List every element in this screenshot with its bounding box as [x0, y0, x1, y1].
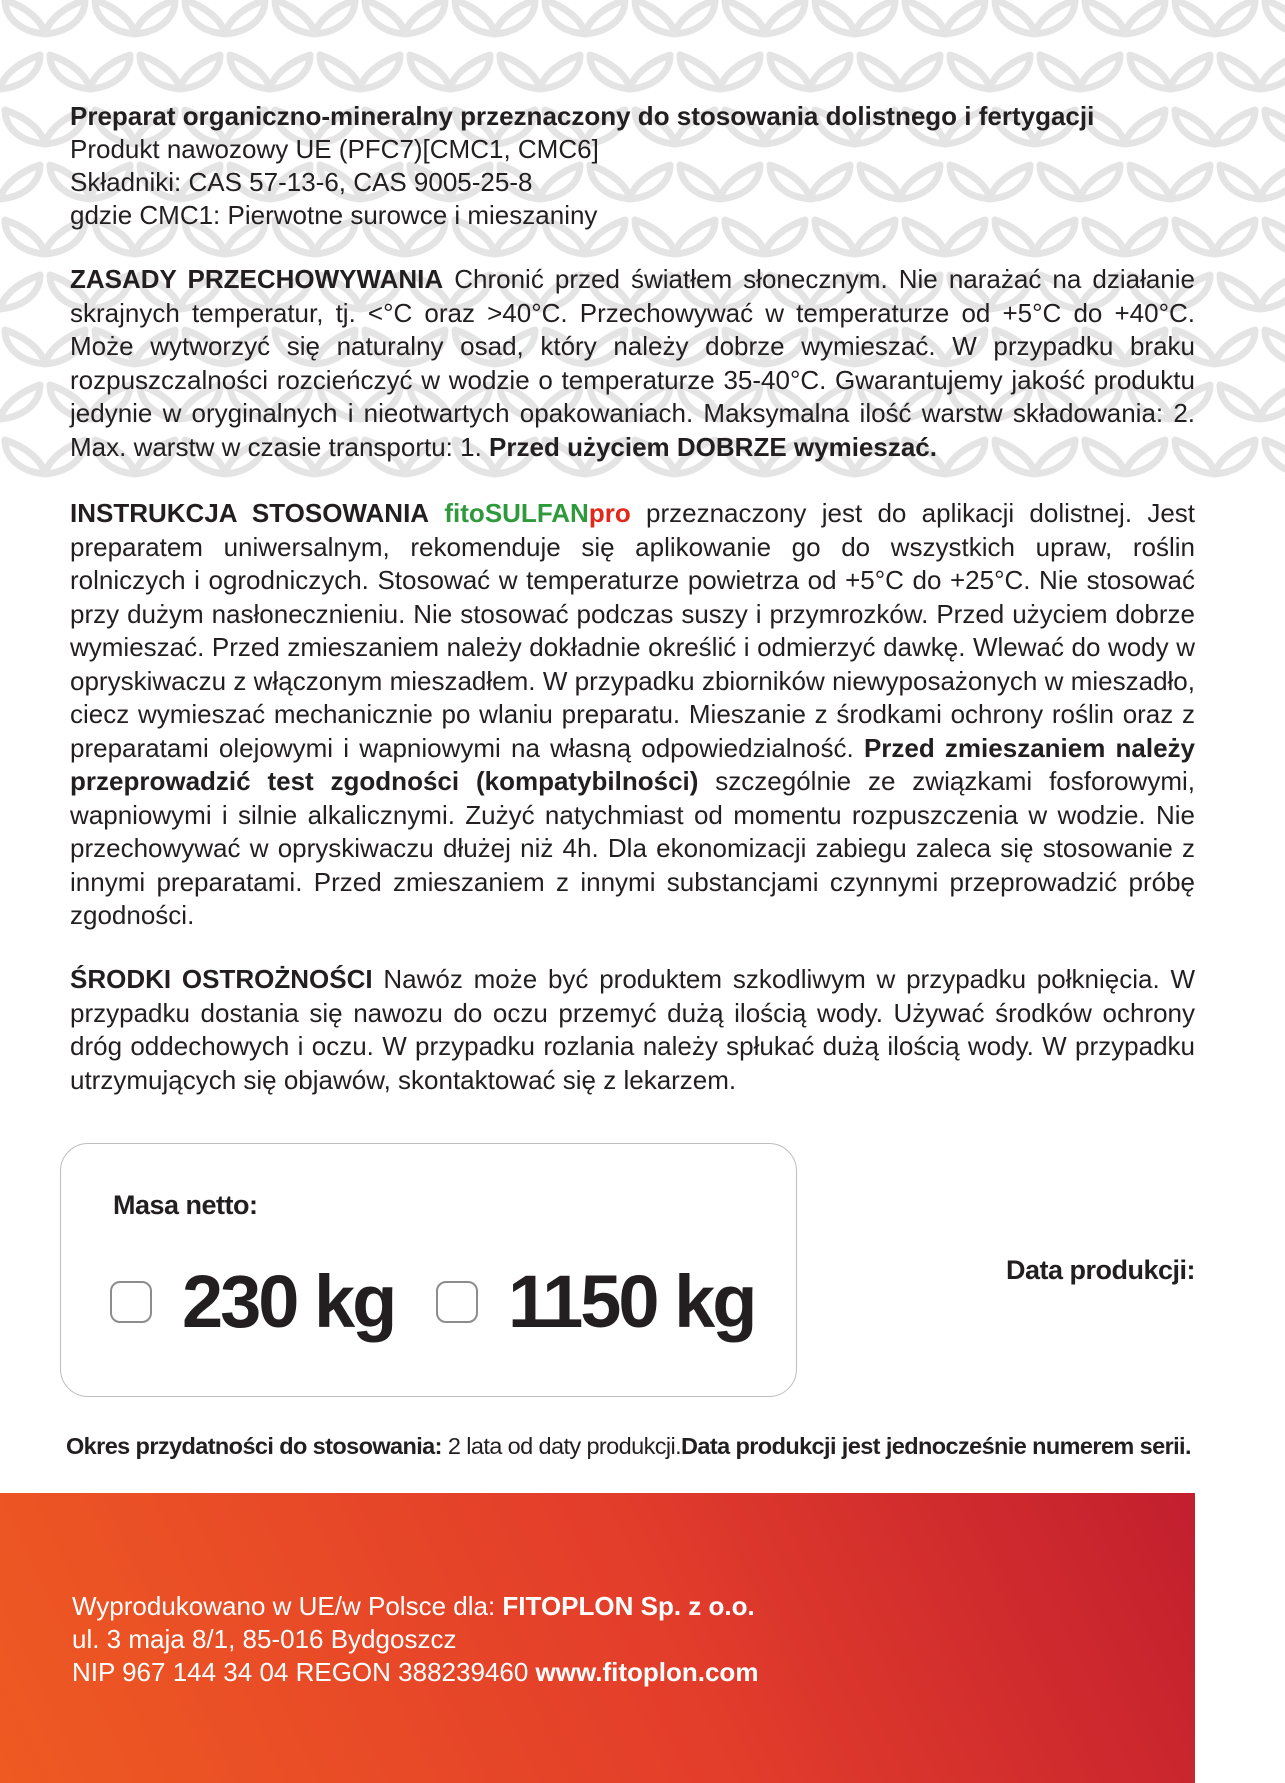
leaf-sprout-icon: [0, 55, 40, 89]
leaf-sprout-icon: [0, 165, 40, 199]
brand-name-green: fitoSULFAN: [444, 498, 589, 528]
leaf-sprout-icon: [1265, 220, 1285, 254]
leaf-sprout-icon: [1040, 55, 1120, 89]
leaf-sprout-icon: [140, 55, 220, 89]
leaf-sprout-icon: [1220, 275, 1285, 309]
leaf-sprout-icon: [770, 55, 850, 89]
manufacturer-prefix: Wyprodukowano w UE/w Polsce dla:: [72, 1591, 496, 1621]
product-intro: [70, 100, 1195, 232]
usage-text-2: szczególnie ze związkami fosforowymi, wapniowymi i silnie alkalicznymi. Zużyć natychmiast od momentu rozpuszczenia w wodzie. Nie przechowywać w opryskiwaczu dłużej niż 4h. Dla ekonomizacji zabiegu zaleca się stosowanie z innymi preparatami. Przed zmieszaniem z innymi substancjami czynnymi przeprowadzić próbę zgodności.: [70, 766, 1195, 930]
leaf-sprout-icon: [860, 55, 940, 89]
product-regulation: Produkt nawozowy UE (PFC7)[CMC1, CMC6]: [70, 134, 599, 164]
mass-option-230[interactable]: [110, 1262, 394, 1342]
leaf-sprout-icon: [185, 0, 265, 34]
leaf-sprout-icon: [635, 0, 715, 34]
batch-note: Data produkcji jest jednocześnie numerem serii.: [681, 1433, 1191, 1459]
storage-heading: ZASADY PRZECHOWYWANIA: [70, 264, 444, 294]
safety-section: [70, 963, 1195, 1097]
leaf-sprout-icon: [5, 0, 85, 34]
mass-option-label: 230 kg: [182, 1260, 395, 1343]
leaf-sprout-icon: [1085, 0, 1165, 34]
leaf-sprout-icon: [950, 55, 1030, 89]
leaf-sprout-icon: [500, 55, 580, 89]
safety-heading: ŚRODKI OSTROŻNOŚCI: [70, 964, 373, 994]
leaf-sprout-icon: [0, 275, 40, 309]
manufacturer-footer: [0, 1493, 1195, 1783]
leaf-sprout-icon: [365, 0, 445, 34]
leaf-sprout-icon: [725, 0, 805, 34]
leaf-sprout-icon: [1265, 0, 1285, 34]
leaf-sprout-icon: [455, 0, 535, 34]
leaf-sprout-icon: [815, 0, 895, 34]
leaf-sprout-icon: [995, 0, 1075, 34]
leaf-sprout-icon: [905, 0, 985, 34]
usage-text-1: przeznaczony jest do aplikacji dolistnej. Jest preparatem uniwersalnym, rekomenduje się aplikowanie go do wszystkich upraw, roślin rolniczych i ogrodniczych. Stosować w temperaturze powietrza od +5°C do +25°C. Nie stosować przy dużym nasłonecznieniu. Nie stosować podczas suszy i przymrozków. Przed użyciem dobrze wymieszać. Przed zmieszaniem należy dokładnie określić i odmierzyć dawkę. Wlewać do wody w opryskiwaczu z włączonym mieszadłem. W przypadku zbiorników niewyposażonych w mieszadło, ciecz wymieszać mechanicznie po wlaniu preparatu. Mieszanie z środkami ochrony roślin oraz z preparatami olejowymi i wapniowymi na własną odpowiedzialność.: [70, 498, 1196, 763]
mass-checkbox-230[interactable]: [110, 1281, 152, 1323]
product-title: Preparat organiczno-mineralny przeznaczony do stosowania dolistnego i fertygacji: [70, 101, 1095, 131]
leaf-sprout-icon: [545, 0, 625, 34]
leaf-sprout-icon: [1265, 440, 1285, 474]
storage-emphasis: Przed użyciem DOBRZE wymieszać.: [489, 431, 937, 462]
storage-text: Chronić przed światłem słonecznym. Nie narażać na działanie skrajnych temperatur, tj. <°C oraz >40°C. Przechowywać w temperaturze od +5°C do +40°C. Może wytworzyć się naturalny osad, który należy dobrze wymieszać. W przypadku braku rozpuszczalności rozcieńczyć w wodzie o temperaturze 35-40°C. Gwarantujemy jakość produktu jedynie w oryginalnych i nieotwartych opakowaniach. Maksymalna ilość warstw składowania: 2. Max. warstw w czasie transportu: 1.: [70, 264, 1195, 462]
product-cmc-note: gdzie CMC1: Pierwotne surowce i mieszaniny: [70, 200, 598, 230]
leaf-sprout-icon: [590, 55, 670, 89]
company-name: FITOPLON Sp. z o.o.: [502, 1591, 755, 1621]
mass-option-label: 1150 kg: [508, 1260, 755, 1343]
mass-checkbox-1150[interactable]: [436, 1281, 478, 1323]
leaf-sprout-icon: [1220, 385, 1285, 419]
storage-section: [70, 263, 1195, 464]
leaf-sprout-icon: [1175, 0, 1255, 34]
usage-section: [70, 497, 1195, 933]
manufacturer-info: [72, 1590, 758, 1689]
leaf-sprout-icon: [410, 55, 490, 89]
company-website-link[interactable]: www.fitoplon.com: [535, 1657, 759, 1687]
leaf-sprout-icon: [320, 55, 400, 89]
leaf-sprout-icon: [230, 55, 310, 89]
production-date-label: Data produkcji:: [1005, 1255, 1195, 1285]
leaf-sprout-icon: [95, 0, 175, 34]
net-mass-box: [60, 1143, 797, 1397]
usage-emphasis: Przed zmieszaniem należy przeprowadzić test zgodności (kompatybilności): [70, 732, 1196, 796]
leaf-sprout-icon: [680, 55, 760, 89]
shelf-life-value: 2 lata od daty produkcji.: [447, 1433, 682, 1459]
mass-option-1150[interactable]: [436, 1262, 754, 1342]
leaf-sprout-icon: [1220, 55, 1285, 89]
usage-heading: INSTRUKCJA STOSOWANIA: [70, 498, 430, 528]
product-ingredients: Składniki: CAS 57-13-6, CAS 9005-25-8: [70, 167, 533, 197]
safety-text: Nawóz może być produktem szkodliwym w przypadku połknięcia. W przypadku dostania się nawozu do oczu przemyć dużą ilością wody. Używać środków ochrony dróg oddechowych i oczu. W przypadku rozlania należy spłukać dużą ilością wody. W przypadku utrzymujących się objawów, skontaktować się z lekarzem.: [70, 964, 1195, 1095]
leaf-sprout-icon: [1265, 110, 1285, 144]
shelf-life-label: Okres przydatności do stosowania:: [66, 1433, 442, 1459]
leaf-sprout-icon: [50, 55, 130, 89]
leaf-sprout-icon: [0, 385, 40, 419]
company-address: ul. 3 maja 8/1, 85-016 Bydgoszcz: [72, 1624, 457, 1654]
net-mass-label: Masa netto:: [113, 1190, 258, 1220]
brand-name-red: pro: [588, 498, 631, 528]
leaf-sprout-icon: [1130, 55, 1210, 89]
leaf-sprout-icon: [1265, 330, 1285, 364]
company-ids: NIP 967 144 34 04 REGON 388239460: [72, 1657, 529, 1687]
leaf-sprout-icon: [275, 0, 355, 34]
leaf-sprout-icon: [1220, 165, 1285, 199]
shelf-life-line: [66, 1433, 1206, 1460]
